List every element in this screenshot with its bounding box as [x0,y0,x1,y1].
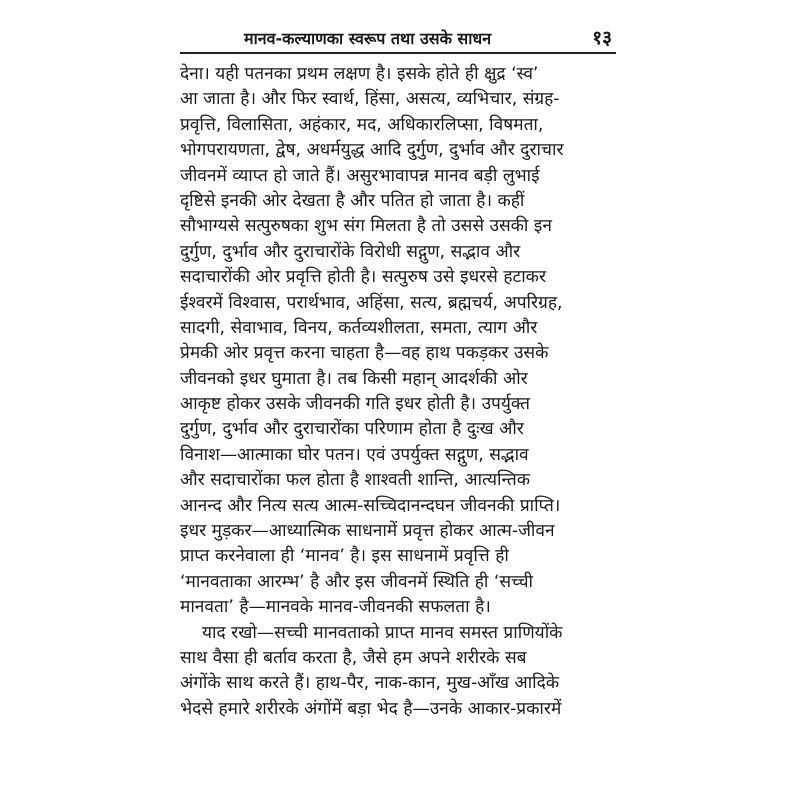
chapter-title: मानव-कल्याणका स्वरूप तथा उसके साधन [244,29,492,48]
text-line: दृष्टिसे इनकी ओर देखता है और पतित हो जाता है। कहीं [180,190,525,211]
text-line: प्राप्त करनेवाला ही ‘मानव’ है। इस साधनामें प्रवृत्ति ही [180,546,509,567]
text-line: मानवता’ है—मानवके मानव-जीवनकी सफलता है। [180,597,491,618]
text-line: इधर मुड़कर—आध्यात्मिक साधनामें प्रवृत्त होकर आत्म-जीवन [180,521,555,542]
text-line: देना। यही पतनका प्रथम लक्षण है। इसके होते ही क्षुद्र ‘स्व’ [180,64,539,84]
text-line: आ जाता है। और फिर स्वार्थ, हिंसा, असत्य, व्यभिचार, संग्रह- [180,89,560,110]
text-line: जीवनको इधर घुमाता है। तब किसी महान् आदर्शकी ओर [180,368,528,389]
text-line: और सदाचारोंका फल होता है शाश्वती शान्ति, आत्यन्तिक [180,470,530,491]
text-line: विनाश—आत्माका घोर पतन। एवं उपर्युक्त सद्गुण, सद्भाव [180,444,529,465]
text-line: अंगोंके साथ करते हैं। हाथ-पैर, नाक-कान, मुख-आँख आदिके [180,673,560,694]
text-line: साथ वैसा ही बर्ताव करता है, जैसे हम अपने शरीरके सब [180,647,527,668]
text-line: जीवनमें व्याप्त हो जाते हैं। असुरभावापन्न मानव बड़ी लुभाई [180,165,540,186]
paragraph-start-line: याद रखो—सच्ची मानवताको प्राप्त मानव समस्त प्राणियोंके [202,622,563,643]
text-line: ईश्वरमें विश्वास, परार्थभाव, अहिंसा, सत्य, ब्रह्मचर्य, अपरिग्रह, [180,292,563,313]
page-number: १३ [592,27,612,49]
text-line: प्रेमकी ओर प्रवृत्त करना चाहता है—वह हाथ पकड़कर उसके [180,343,549,364]
running-header [180,28,616,54]
text-line: आकृष्ट होकर उसके जीवनकी गति इधर होती है। उपर्युक्त [180,394,530,415]
text-line: सादगी, सेवाभाव, विनय, कर्तव्यशीलता, समता, त्याग और [180,317,538,338]
text-line: सदाचारोंकी ओर प्रवृत्ति होती है। सत्पुरुष उसे इधरसे हटाकर [180,267,547,288]
text-line: आनन्द और नित्य सत्य आत्म-सच्चिदानन्दघन जीवनकी प्राप्ति। [180,495,561,516]
text-line: दुर्गुण, दुर्भाव और दुराचारोंके विरोधी सद्गुण, सद्भाव और [180,241,521,262]
text-line: ‘मानवताका आरम्भ’ है और इस जीवनमें स्थिति ही ‘सच्ची [180,571,534,592]
body-text [180,62,616,722]
text-line: सौभाग्यसे सत्पुरुषका शुभ संग मिलता है तो उससे उसकी इन [180,216,552,237]
text-line: दुर्गुण, दुर्भाव और दुराचारोंका परिणाम होता है दुःख और [180,419,524,440]
text-line: भेदसे हमारे शरीरके अंगोंमें बड़ा भेद है—उनके आकार-प्रकारमें [180,698,562,719]
text-line: प्रवृत्ति, विलासिता, अहंकार, मद, अधिकारलिप्सा, विषमता, [180,114,544,135]
text-line: भोगपरायणता, द्वेष, अधर्मयुद्ध आदि दुर्गुण, दुर्भाव और दुराचार [180,140,564,161]
